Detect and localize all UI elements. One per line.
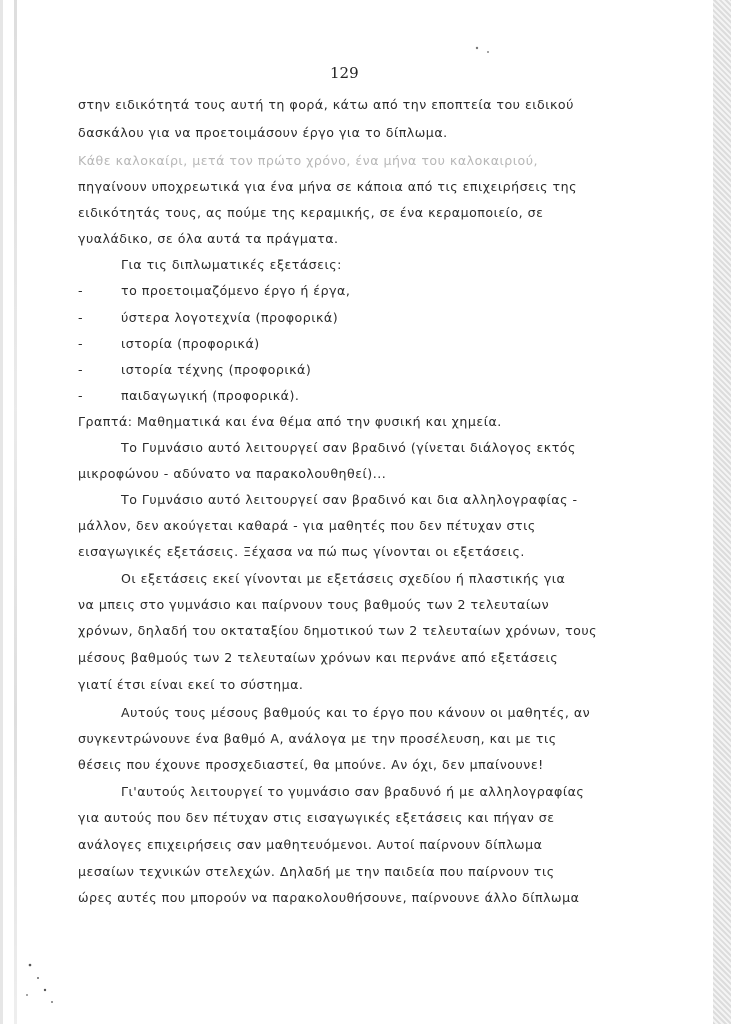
text-line: συγκεντρώνουνε ένα βαθμό Α, ανάλογα με την προσέλευση, και με τις bbox=[78, 731, 557, 746]
text-line: εισαγωγικές εξετάσεις. Ξέχασα να πώ πως γίνονται οι εξετάσεις. bbox=[78, 544, 525, 559]
text-line: ειδικότητάς τους, ας πούμε της κεραμικής, σε ένα κεραμοποιείο, σε bbox=[78, 205, 544, 220]
text-line: μέσους βαθμούς των 2 τελευταίων χρόνων και περνάνε από εξετάσεις bbox=[78, 650, 559, 665]
text-line-faded: Κάθε καλοκαίρι, μετά τον πρώτο χρόνο, ένα μήνα του καλοκαιριού, bbox=[78, 153, 539, 168]
text-line: γιατί έτσι είναι εκεί το σύστημα. bbox=[78, 677, 304, 692]
text-line: μεσαίων τεχνικών στελεχών. Δηλαδή με την παιδεία που παίρνουν τις bbox=[78, 864, 555, 879]
text-line: πηγαίνουν υποχρεωτικά για ένα μήνα σε κάποια από τις επιχειρήσεις της bbox=[78, 179, 577, 194]
text-line: Γι'αυτούς λειτουργεί το γυμνάσιο σαν βραδυνό ή με αλληλογραφίας bbox=[121, 784, 585, 799]
text-line: Γραπτά: Μαθηματικά και ένα θέμα από την φυσική και χημεία. bbox=[78, 414, 502, 429]
text-line: ανάλογες επιχειρήσεις σαν μαθητευόμενοι. Αυτοί παίρνουν δίπλωμα bbox=[78, 837, 543, 852]
list-bullet: - bbox=[78, 283, 84, 298]
list-item: το προετοιμαζόμενο έργο ή έργα, bbox=[121, 283, 351, 298]
text-line: να μπεις στο γυμνάσιο και παίρνουν τους βαθμούς των 2 τελευταίων bbox=[78, 597, 550, 612]
text-line: Αυτούς τους μέσους βαθμούς και το έργο που κάνουν οι μαθητές, αν bbox=[121, 705, 591, 720]
text-line: στην ειδικότητά τους αυτή τη φορά, κάτω από την εποπτεία του ειδικού bbox=[78, 97, 574, 112]
page-number: 129 bbox=[330, 64, 359, 82]
text-line: μάλλον, δεν ακούγεται καθαρά - για μαθητές που δεν πέτυχαν στις bbox=[78, 518, 536, 533]
list-bullet: - bbox=[78, 310, 84, 325]
text-line: Για τις διπλωματικές εξετάσεις: bbox=[121, 257, 342, 272]
list-item: ιστορία (προφορικά) bbox=[121, 336, 260, 351]
scan-right-edge bbox=[713, 0, 731, 1024]
list-bullet: - bbox=[78, 362, 84, 377]
text-line: γυαλάδικο, σε όλα αυτά τα πράγματα. bbox=[78, 231, 339, 246]
text-line: για αυτούς που δεν πέτυχαν στις εισαγωγικές εξετάσεις και πήγαν σε bbox=[78, 810, 555, 825]
text-line: ώρες αυτές που μπορούν να παρακολουθήσουνε, παίρνουνε άλλο δίπλωμα bbox=[78, 890, 580, 905]
list-bullet: - bbox=[78, 388, 84, 403]
text-line: θέσεις που έχουνε προσχεδιαστεί, θα μπούνε. Αν όχι, δεν μπαίνουνε! bbox=[78, 757, 544, 772]
list-item: ύστερα λογοτεχνία (προφορικά) bbox=[121, 310, 339, 325]
scan-left-edge bbox=[14, 0, 17, 1024]
text-line: χρόνων, δηλαδή του οκταταξίου δημοτικού των 2 τελευταίων χρόνων, τους bbox=[78, 623, 598, 638]
text-line: δασκάλου για να προετοιμάσουν έργο για το δίπλωμα. bbox=[78, 125, 448, 140]
list-item: παιδαγωγική (προφορικά). bbox=[121, 388, 300, 403]
list-bullet: - bbox=[78, 336, 84, 351]
text-line: Οι εξετάσεις εκεί γίνονται με εξετάσεις σχεδίου ή πλαστικής για bbox=[121, 571, 566, 586]
text-line: Το Γυμνάσιο αυτό λειτουργεί σαν βραδινό και δια αλληλογραφίας - bbox=[121, 492, 578, 507]
list-item: ιστορία τέχνης (προφορικά) bbox=[121, 362, 312, 377]
text-line: Το Γυμνάσιο αυτό λειτουργεί σαν βραδινό (γίνεται διάλογος εκτός bbox=[121, 440, 576, 455]
text-line: μικροφώνου - αδύνατο να παρακολουθηθεί)... bbox=[78, 466, 387, 481]
